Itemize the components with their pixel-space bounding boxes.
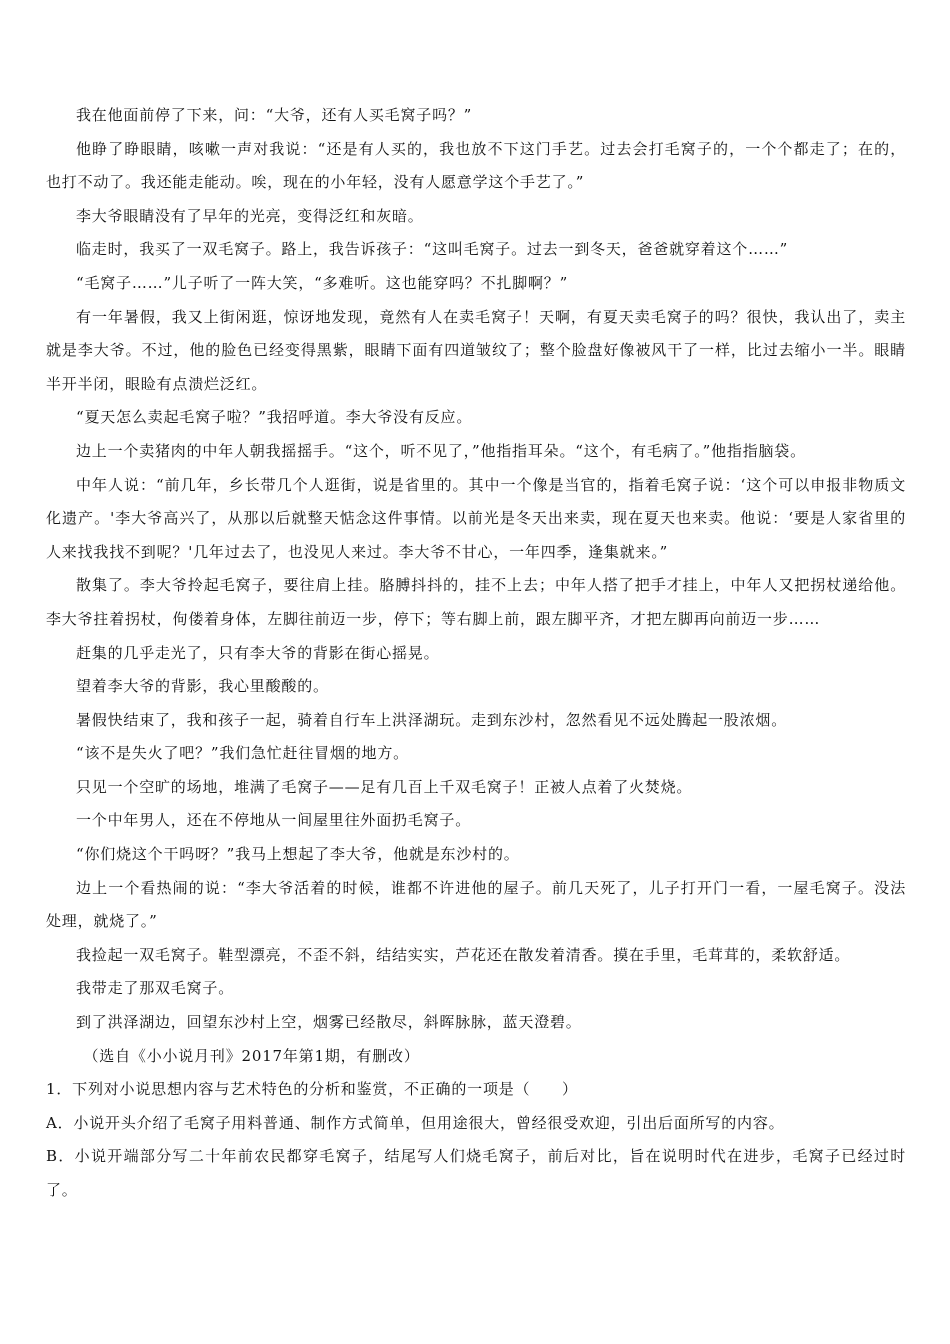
paragraph: 散集了。李大爷拎起毛窝子，要往肩上挂。胳膊抖抖的，挂不上去；中年人搭了把手才挂上，中年人又把拐杖递给他。李大爷拄着拐杖，佝偻着身体，左脚往前迈一步，停下；等右脚上前，跟左脚平齐，才把左脚再向前迈一步…… (46, 576, 906, 628)
paragraph: 一个中年男人，还在不停地从一间屋里往外面扔毛窝子。 (76, 811, 472, 830)
paragraph: 中年人说：“前几年，乡长带几个人逛街，说是省里的。其中一个像是当官的，指着毛窝子说：‘这个可以申报非物质文化遗产。'李大爷高兴了，从那以后就整天惦念这件事情。以前光是冬天出来卖，现在夏天也来卖。他说：‘要是人家省里的人来找我找不到呢？'几年过去了，也没见人来过。李大爷不甘心，一年四季，逢集就来。” (46, 475, 906, 561)
answer-option-a: A．小说开头介绍了毛窝子用料普通、制作方式简单，但用途很大，曾经很受欢迎，引出后面所写的内容。 (46, 1113, 785, 1132)
paragraph: 赶集的几乎走光了，只有李大爷的背影在街心摇晃。 (76, 643, 440, 662)
paragraph: 到了洪泽湖边，回望东沙村上空，烟雾已经散尽，斜晖脉脉，蓝天澄碧。 (76, 1013, 582, 1032)
paragraph: 我捡起一双毛窝子。鞋型漂亮，不歪不斜，结结实实，芦花还在散发着清香。摸在手里，毛茸茸的，柔软舒适。 (76, 945, 851, 964)
paragraph: 我在他面前停了下来，问：“大爷，还有人买毛窝子吗？” (76, 106, 473, 124)
paragraph: 边上一个看热闹的说：“李大爷活着的时候，谁都不许进他的屋子。前几天死了，儿子打开门一看，一屋毛窝子。没法处理，就烧了。” (46, 878, 906, 931)
source-citation: （选自《小小说月刊》2017年第1期，有删改） (83, 1046, 420, 1065)
paragraph: “你们烧这个干吗呀？”我马上想起了李大爷，他就是东沙村的。 (76, 845, 520, 864)
paragraph: 只见一个空旷的场地，堆满了毛窝子——足有几百上千双毛窝子！正被人点着了火焚烧。 (76, 777, 693, 796)
question-stem: 1．下列对小说思想内容与艺术特色的分析和鉴赏，不正确的一项是（ ） (46, 1080, 578, 1099)
paragraph: 李大爷眼睛没有了早年的光亮，变得泛红和灰暗。 (76, 206, 424, 225)
paragraph: “该不是失火了吧？”我们急忙赶往冒烟的地方。 (76, 744, 409, 763)
paragraph: “夏天怎么卖起毛窝子啦？”我招呼道。李大爷没有反应。 (76, 408, 473, 427)
paragraph: 临走时，我买了一双毛窝子。路上，我告诉孩子：“这叫毛窝子。过去一到冬天，爸爸就穿着这个……” (76, 240, 789, 259)
paragraph: 有一年暑假，我又上街闲逛，惊讶地发现，竟然有人在卖毛窝子！天啊，有夏天卖毛窝子的吗？很快，我认出了，卖主就是李大爷。不过，他的脸色已经变得黑紫，眼睛下面有四道皱纹了；整个脸盘好像被风干了一样，比过去缩小一半。眼睛半开半闭，眼睑有点溃烂泛红。 (46, 307, 906, 393)
answer-option-b: B．小说开端部分写二十年前农民都穿毛窝子，结尾写人们烧毛窝子，前后对比，旨在说明时代在进步，毛窝子已经过时了。 (46, 1147, 906, 1199)
paragraph: “毛窝子……”儿子听了一阵大笑，“多难听。这也能穿吗？不扎脚啊？” (76, 273, 569, 292)
paragraph: 他睁了睁眼睛，咳嗽一声对我说：“还是有人买的，我也放不下这门手艺。过去会打毛窝子的，一个个都走了；在的，也打不动了。我还能走能动。唉，现在的小年轻，没有人愿意学这个手艺了。” (46, 139, 906, 192)
document-body (46, 99, 906, 1208)
paragraph: 我带走了那双毛窝子。 (76, 979, 235, 998)
paragraph: 边上一个卖猪肉的中年人朝我摇摇手。“这个，听不见了，”他指指耳朵。“这个，有毛病了。”他指指脑袋。 (76, 441, 806, 460)
paragraph: 望着李大爷的背影，我心里酸酸的。 (76, 677, 329, 696)
paragraph: 暑假快结束了，我和孩子一起，骑着自行车上洪泽湖玩。走到东沙村，忽然看见不远处腾起一股浓烟。 (76, 710, 788, 729)
